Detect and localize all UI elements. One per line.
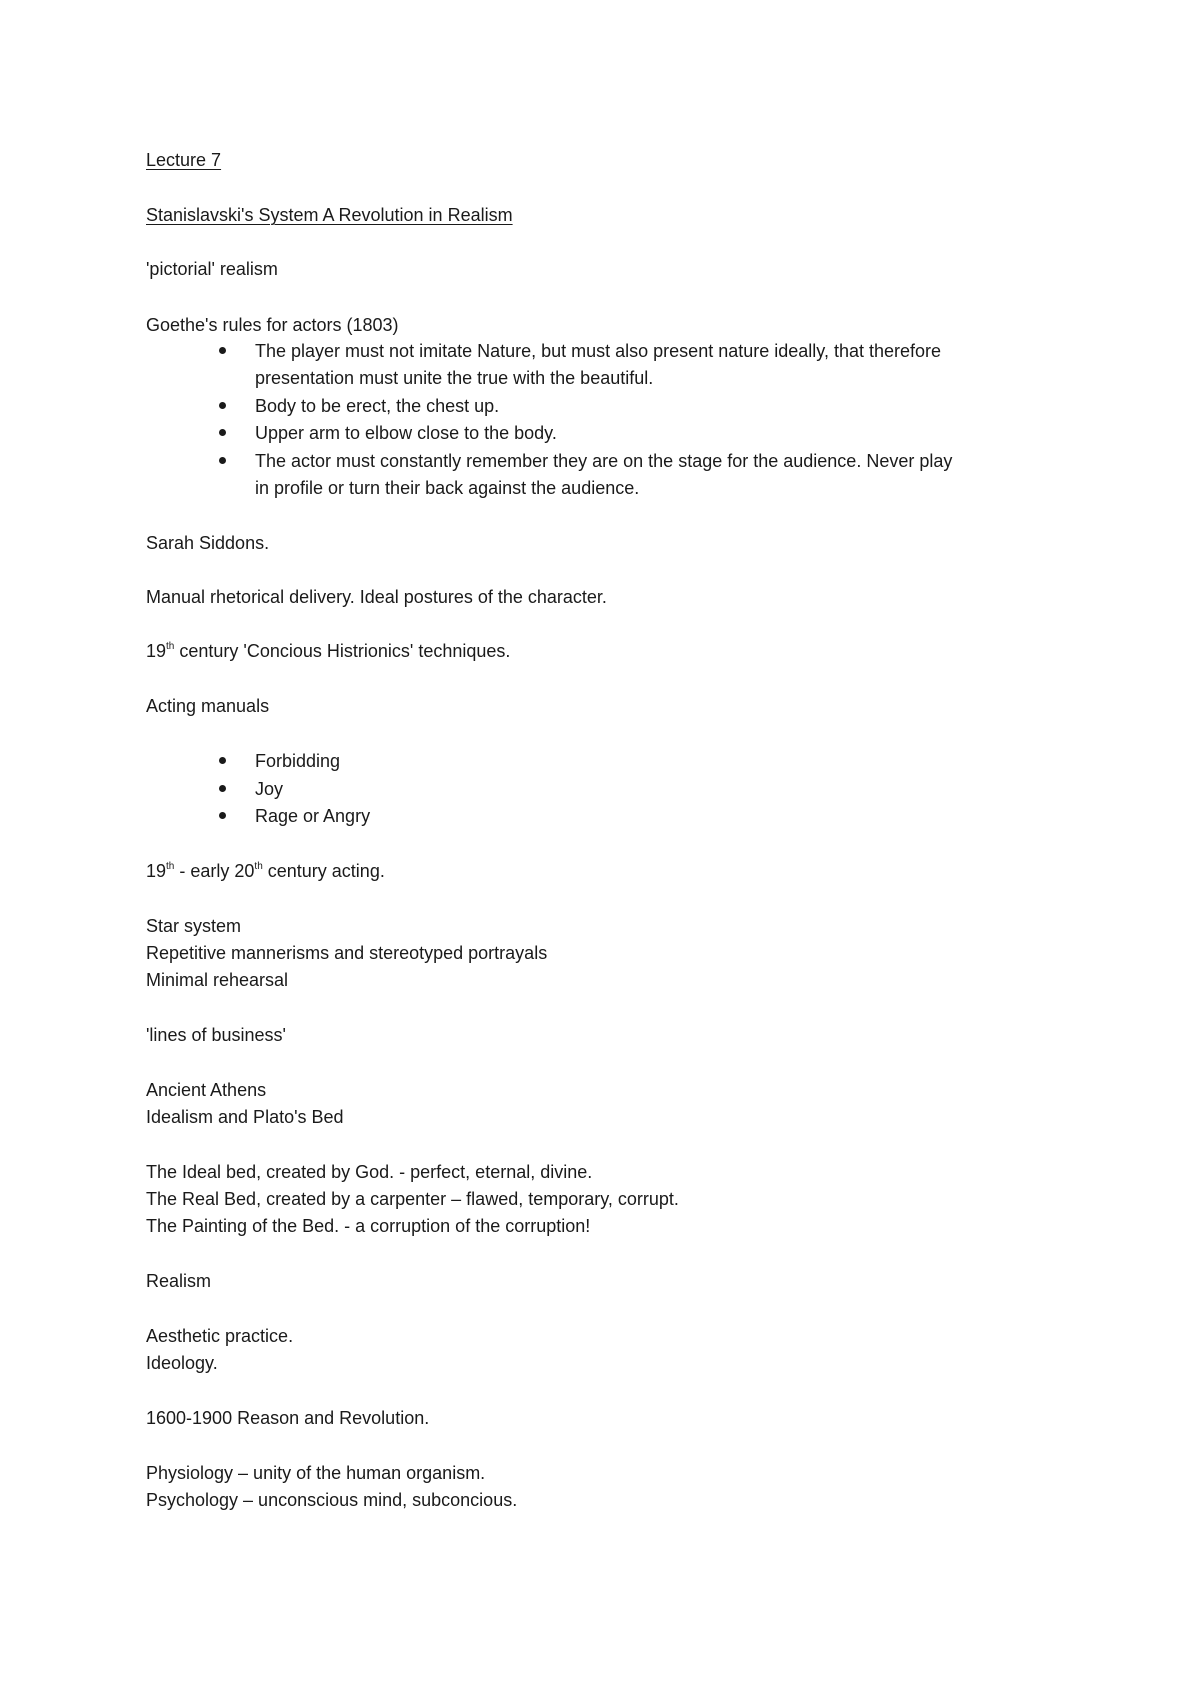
bullet-icon (219, 812, 226, 819)
painting-bed: The Painting of the Bed. - a corruption of the corruption! (146, 1216, 591, 1236)
early-twentieth-line (146, 860, 385, 882)
idealism-platos-bed: Idealism and Plato's Bed (146, 1107, 344, 1127)
psychology: Psychology – unconscious mind, subconcious. (146, 1490, 518, 1510)
bullet-icon (219, 785, 226, 792)
ideal-bed: The Ideal bed, created by God. - perfect, eternal, divine. (146, 1162, 593, 1182)
ideology: Ideology. (146, 1353, 218, 1373)
century-text: - early 20 (174, 861, 255, 881)
list-item: Rage or Angry (255, 806, 371, 826)
bullet-icon (219, 402, 226, 409)
pictorial-realism: 'pictorial' realism (146, 259, 278, 279)
ordinal-suffix: th (166, 861, 175, 872)
ordinal-suffix: th (254, 861, 263, 872)
sarah-siddons: Sarah Siddons. (146, 533, 270, 553)
list-item: The actor must constantly remember they are on the stage for the audience. Never play (255, 451, 953, 471)
minimal-rehearsal: Minimal rehearsal (146, 970, 289, 990)
bullet-icon (219, 757, 226, 764)
lecture-title: Lecture 7 (146, 150, 222, 170)
bullet-icon (219, 429, 226, 436)
bullet-icon (219, 347, 226, 354)
aesthetic-practice: Aesthetic practice. (146, 1326, 294, 1346)
ordinal-suffix: th (166, 641, 175, 652)
century-text: century 'Concious Histrionics' techniques. (174, 641, 511, 661)
acting-manuals-heading: Acting manuals (146, 696, 270, 716)
reason-revolution: 1600-1900 Reason and Revolution. (146, 1408, 430, 1428)
list-item: The player must not imitate Nature, but must also present nature ideally, that therefore (255, 341, 942, 361)
star-system: Star system (146, 916, 242, 936)
repetitive-mannerisms: Repetitive mannerisms and stereotyped portrayals (146, 943, 548, 963)
list-item-continuation: presentation must unite the true with the beautiful. (255, 368, 654, 388)
century-number: 19 (146, 641, 167, 661)
manual-delivery: Manual rhetorical delivery. Ideal postures of the character. (146, 587, 607, 607)
physiology: Physiology – unity of the human organism. (146, 1463, 486, 1483)
list-item: Joy (255, 779, 284, 799)
bullet-icon (219, 457, 226, 464)
list-item: Forbidding (255, 751, 341, 771)
goethe-heading: Goethe's rules for actors (1803) (146, 315, 399, 335)
list-item: Body to be erect, the chest up. (255, 396, 500, 416)
real-bed: The Real Bed, created by a carpenter – flawed, temporary, corrupt. (146, 1189, 679, 1209)
lecture-subtitle: Stanislavski's System A Revolution in Realism (146, 205, 513, 225)
realism-heading: Realism (146, 1271, 212, 1291)
century-text: century acting. (262, 861, 385, 881)
ancient-athens: Ancient Athens (146, 1080, 267, 1100)
century-number: 19 (146, 861, 167, 881)
list-item: Upper arm to elbow close to the body. (255, 423, 557, 443)
list-item-continuation: in profile or turn their back against the audience. (255, 478, 640, 498)
nineteenth-century-line (146, 640, 510, 662)
lines-of-business: 'lines of business' (146, 1025, 286, 1045)
